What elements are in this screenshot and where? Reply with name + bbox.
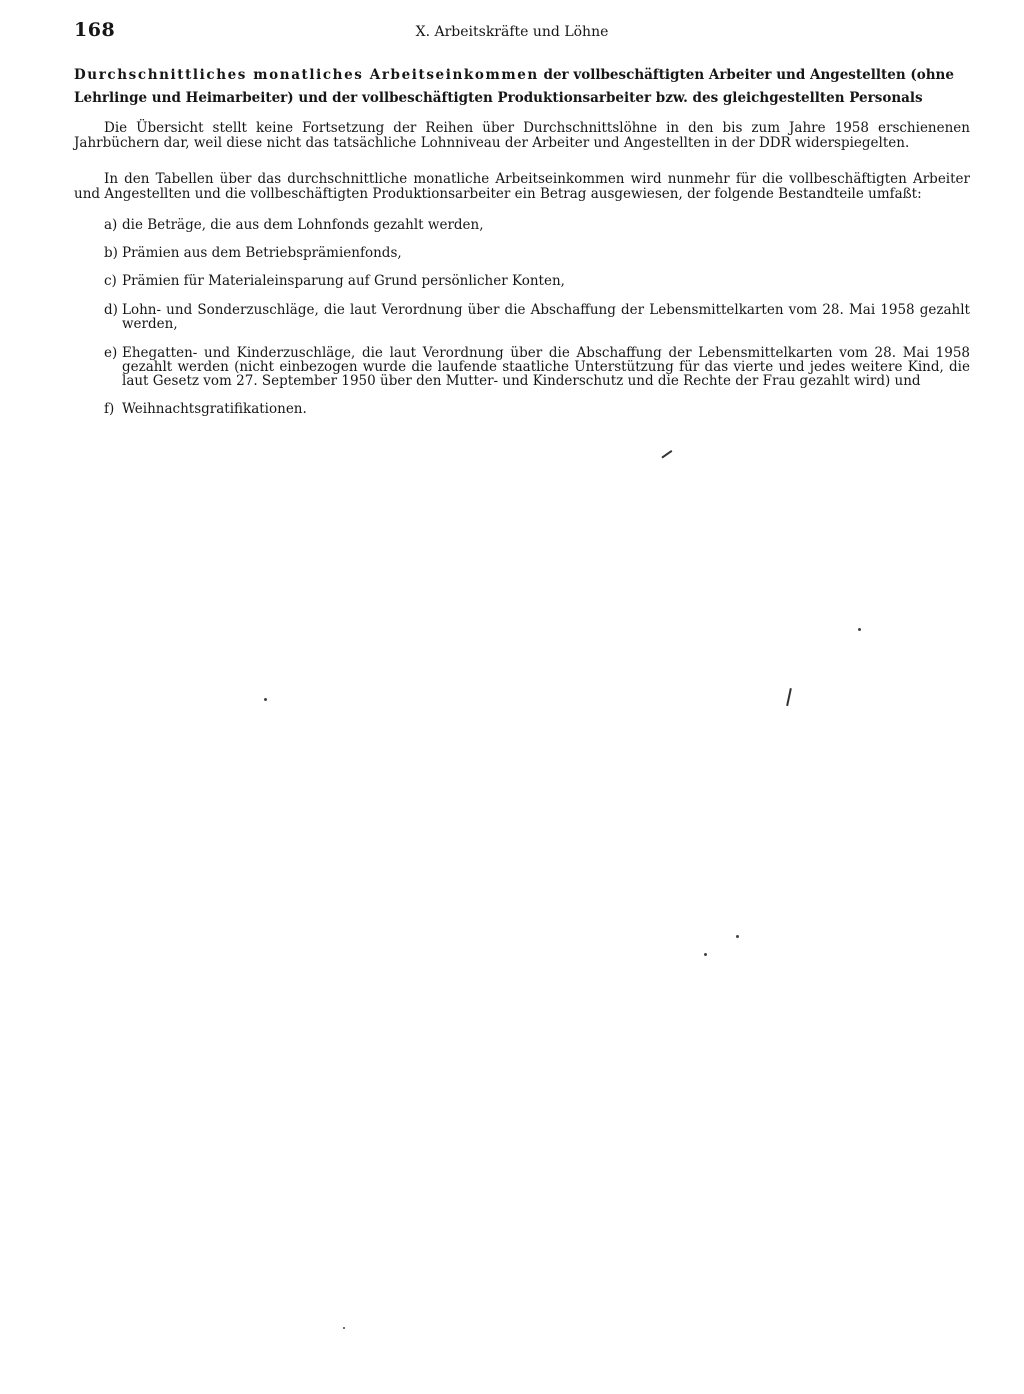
list-item [104,346,970,388]
list-marker: e) [104,345,118,361]
running-head: X. Arbeitskräfte und Löhne [415,24,609,40]
paragraph-components: In den Tabellen über das durchschnittliche monatliche Arbeitseinkommen wird nunmehr für die vollbeschäftigten Arbeiter und Angestellten und die vollbeschäftigten Produktionsarbeiter ein Betrag ausgewiesen, der folgende Bestandteile umfaßt: [74,171,970,202]
list-text: Prämien für Materialeinsparung auf Grund persönlicher Konten, [122,273,565,289]
list-text: Lohn- und Sonderzuschläge, die laut Verordnung über die Abschaffung der Lebensmittelkarten vom 28. Mai 1958 gezahlt werden, [122,302,970,332]
list-item [104,402,970,416]
list-text: Ehegatten- und Kinderzuschläge, die laut Verordnung über die Abschaffung der Lebensmittelkarten vom 28. Mai 1958 gezahlt werden (nicht einbezogen wurde die laufende staatliche Unterstützung für das vierte und jedes weitere Kind, die laut Gesetz vom 27. September 1950 über den Mutter- und Kinderschutz und die Rechte der Frau gezahlt wird) und [122,345,970,389]
list-item [104,303,970,331]
scan-artifact-stroke [661,450,672,458]
list-text: die Beträge, die aus dem Lohnfonds gezahlt werden, [122,217,484,233]
scan-artifact-stroke [786,688,791,706]
heading-rest: der vollbeschäftigten Arbeiter und Angestellten (ohne Lehrlinge und Heimarbeiter) und der vollbeschäftigten Produktionsarbeiter bzw. des gleichgestellten Personals [74,67,954,106]
paragraph-intro: Die Übersicht stellt keine Fortsetzung der Reihen über Durchschnittslöhne in den bis zum Jahre 1958 erschienenen Jahrbüchern dar, weil diese nicht das tatsächliche Lohnniveau der Arbeiter und Angestellten in der DDR widerspiegelten. [74,120,970,151]
list-marker: b) [104,245,118,261]
list-text: Weihnachtsgratifikationen. [122,401,307,417]
list-marker: a) [104,217,118,233]
page-number: 168 [74,19,116,41]
scan-artifact-speck [343,1327,345,1329]
list-item [104,218,970,232]
list-marker: c) [104,273,117,289]
list-marker: d) [104,302,118,318]
section-heading [74,64,970,110]
scan-artifact-speck [736,935,739,938]
list-marker: f) [104,401,115,417]
heading-spaced-part: Durchschnittliches monatliches Arbeitseinkommen [74,67,539,83]
scan-artifact-speck [264,698,267,701]
list-item [104,246,970,260]
list-item [104,274,970,288]
scan-artifact-speck [858,628,861,631]
list-text: Prämien aus dem Betriebsprämienfonds, [122,245,402,261]
scan-artifact-speck [704,953,707,956]
